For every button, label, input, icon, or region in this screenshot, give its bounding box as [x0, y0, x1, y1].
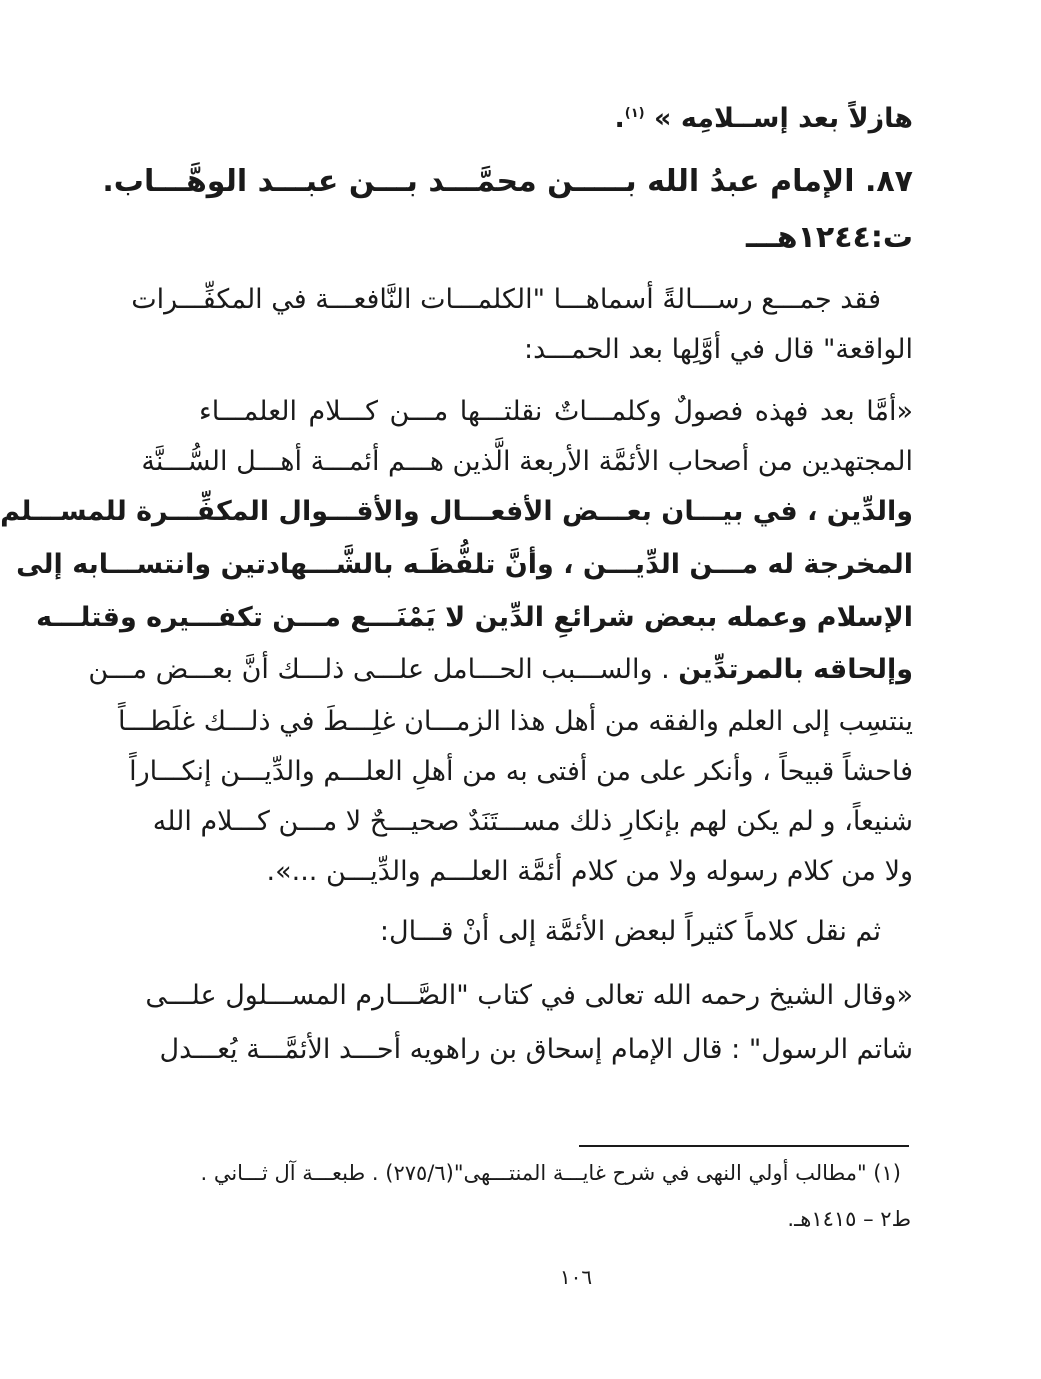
footnote-divider: [579, 1145, 909, 1147]
continued-quote-line: [199, 94, 913, 136]
quote-line-mixed: [88, 650, 913, 692]
quote-line: ينتسِب إلى العلم والفقه من أهل هذا الزمـــان غلِـــطَ في ذلـــك غلَطـــاً: [118, 706, 913, 737]
quote-line: «أمَّا بعد فهذه فصولٌ وكلمـــاتٌ نقلتـــها مـــن كـــلام العلمـــاء: [199, 396, 913, 427]
footnote-marker: (١): [624, 106, 645, 121]
paragraph-line: الواقعة" قال في أوَّلِها بعد الحمـــد:: [524, 334, 913, 365]
quote-line-bold: والدِّين ، في بيـــان بعـــض الأفعـــال والأقـــوال المكفِّـــرة للمســـلم: [0, 496, 913, 527]
quote-line: «وقال الشيخ رحمه الله تعالى في كتاب "الصَّـــارم المســـلول علـــى: [145, 980, 913, 1011]
regular-segment: . والســـبب الحـــامل علـــى ذلـــك أنَّ بعـــض مـــن: [88, 654, 679, 685]
death-date-heading: ت:١٢٤٤هـــ: [746, 220, 913, 255]
page-number: ١٠٦: [559, 1265, 593, 1289]
paragraph-line: ثم نقل كلاماً كثيراً لبعض الأئمَّة إلى أنْ قـــال:: [379, 916, 881, 947]
quote-line-bold: المخرجة له مـــن الدِّيـــن ، وأنَّ تلفُّظَـه بالشَّـــهادتين وانتســـابه إلى: [16, 549, 913, 580]
bold-segment: وإلحاقه بالمرتدِّين: [678, 654, 913, 685]
quote-line: فاحشاً قبيحاً ، وأنكر على من أفتى به من أهلِ العلـــم والدِّيـــن إنكـــاراً: [129, 756, 913, 787]
line-tail: .: [614, 103, 625, 134]
paragraph-line: فقد جمـــع رســـالةً أسماهـــا "الكلمـــات النَّافعـــة في المكفِّـــرات: [131, 284, 881, 315]
footnote-line: ط٢ – ١٤١٥هـ.: [787, 1207, 911, 1231]
quote-line: المجتهدين من أصحاب الأئمَّة الأربعة الَّذين هـــم أئمـــة أهـــل السُّـــنَّة: [141, 446, 913, 477]
quote-line-bold: الإسلام وعمله ببعض شرائعِ الدِّين لا يَمْنَـــع مـــن تكفـــيره وقتلـــه: [36, 602, 913, 633]
quote-line: شاتم الرسول" : قال الإمام إسحاق بن راهويه أحـــد الأئمَّـــة يُعـــدل: [159, 1034, 913, 1065]
footnote-line: (١) "مطالب أولي النهى في شرح غايـــة المنتـــهى"(٢٧٥/٦) . طبعـــة آل ثـــاني .: [200, 1161, 901, 1185]
section-heading: ٨٧. الإمام عبدُ الله بـــــن محمَّـــد بـــن عبـــد الوهَّـــاب.: [102, 164, 913, 199]
line-text: هازلاً بعد إســلامِه »: [654, 103, 913, 134]
quote-line: شنيعاً، و لم يكن لهم بإنكارِ ذلك مســـتَنَدٌ صحيـــحٌ لا مـــن كـــلام الله: [152, 806, 913, 837]
quote-line: ولا من كلام رسوله ولا من كلام أئمَّة العلـــم والدِّيـــن ...».: [266, 856, 913, 887]
